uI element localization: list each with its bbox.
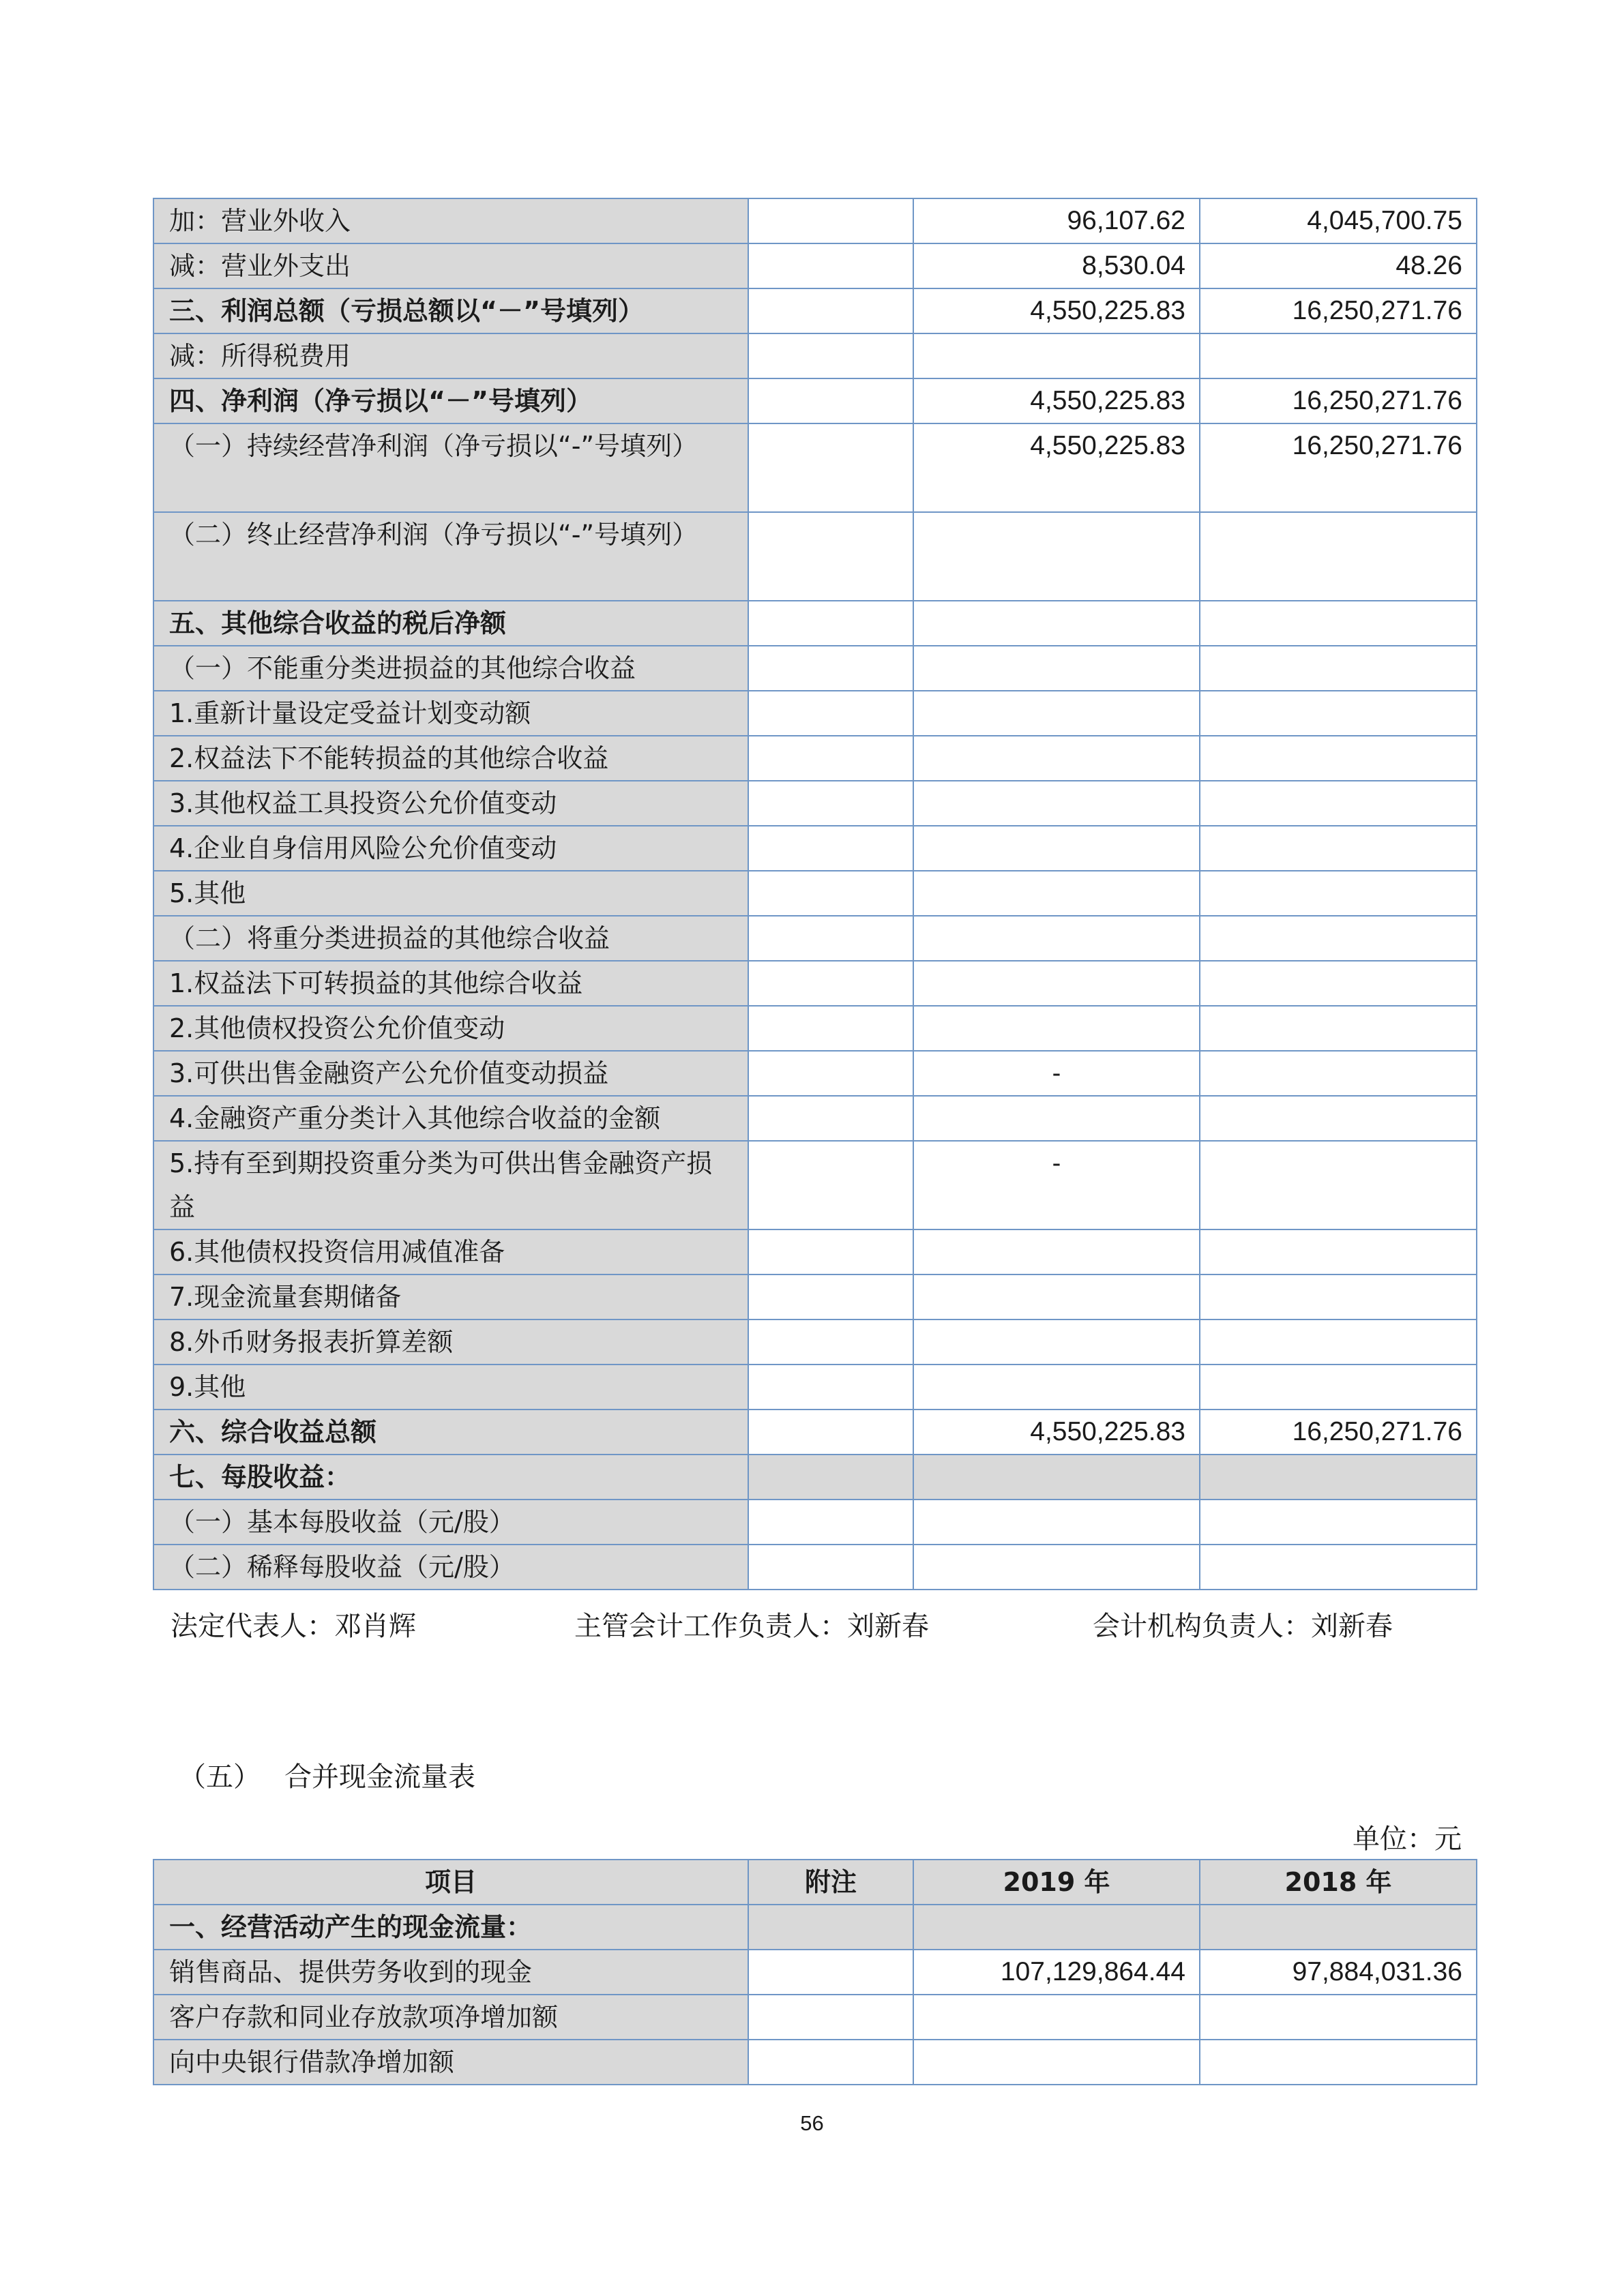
- row-label: 3.其他权益工具投资公允价值变动: [153, 781, 748, 826]
- row-value-2018: [1200, 1500, 1477, 1545]
- table-row: [153, 1320, 1477, 1365]
- row-label: （二）终止经营净利润（净亏损以“-”号填列）: [153, 512, 748, 601]
- row-note: [748, 1096, 913, 1141]
- row-label: 1.权益法下可转损益的其他综合收益: [153, 961, 748, 1006]
- table-row: [153, 826, 1477, 871]
- row-note: [748, 1410, 913, 1455]
- row-value-2019: -: [913, 1141, 1200, 1229]
- table-row: [153, 243, 1477, 288]
- row-label: 4.企业自身信用风险公允价值变动: [153, 826, 748, 871]
- row-note: [748, 601, 913, 646]
- row-value-2019: [913, 1006, 1200, 1051]
- row-note: [748, 378, 913, 423]
- table-row: [153, 1365, 1477, 1410]
- section-number: （五）: [179, 1761, 261, 1793]
- row-value-2018: [1200, 1229, 1477, 1274]
- row-value-2018: 48.26: [1200, 243, 1477, 288]
- row-note: [748, 512, 913, 601]
- row-note: [748, 1365, 913, 1410]
- row-value-2019: [913, 1995, 1200, 2040]
- row-value-2019: [913, 1096, 1200, 1141]
- row-note: [748, 1006, 913, 1051]
- row-label: 3.可供出售金融资产公允价值变动损益: [153, 1051, 748, 1096]
- row-note: [748, 1051, 913, 1096]
- table-row: [153, 1051, 1477, 1096]
- row-note: [748, 1320, 913, 1365]
- row-value-2018: 4,045,700.75: [1200, 198, 1477, 243]
- accounting-head: 主管会计工作负责人：刘新春: [574, 1611, 929, 1642]
- table-row: [153, 288, 1477, 333]
- row-value-2018: [1200, 1455, 1477, 1500]
- header-item: 项目: [153, 1860, 748, 1905]
- table-row: [153, 961, 1477, 1006]
- row-label: 2.权益法下不能转损益的其他综合收益: [153, 736, 748, 781]
- row-value-2018: [1200, 333, 1477, 378]
- table-row: [153, 423, 1477, 512]
- row-label: （一）不能重分类进损益的其他综合收益: [153, 646, 748, 691]
- row-value-2019: [913, 826, 1200, 871]
- row-label: 三、利润总额（亏损总额以“－”号填列）: [153, 288, 748, 333]
- row-value-2019: [913, 2040, 1200, 2085]
- table-row: [153, 1905, 1477, 1950]
- row-value-2018: [1200, 646, 1477, 691]
- row-label: 4.金融资产重分类计入其他综合收益的金额: [153, 1096, 748, 1141]
- row-value-2018: [1200, 691, 1477, 736]
- section-title: 合并现金流量表: [284, 1761, 475, 1793]
- row-note: [748, 1455, 913, 1500]
- row-note: [748, 961, 913, 1006]
- row-label: 2.其他债权投资公允价值变动: [153, 1006, 748, 1051]
- row-value-2019: [913, 916, 1200, 961]
- row-note: [748, 826, 913, 871]
- row-value-2019: [913, 646, 1200, 691]
- row-label: 减：所得税费用: [153, 333, 748, 378]
- row-value-2018: [1200, 2040, 1477, 2085]
- row-note: [748, 1141, 913, 1229]
- row-note: [748, 691, 913, 736]
- row-value-2019: [913, 736, 1200, 781]
- row-value-2019: [913, 1545, 1200, 1590]
- table-row: [153, 1229, 1477, 1274]
- row-value-2019: [913, 1274, 1200, 1320]
- row-value-2019: [913, 691, 1200, 736]
- row-value-2018: [1200, 781, 1477, 826]
- row-label: 六、综合收益总额: [153, 1410, 748, 1455]
- cash-flow-table: [153, 1859, 1477, 2085]
- table-header-row: [153, 1860, 1477, 1905]
- row-note: [748, 1950, 913, 1995]
- table-row: [153, 916, 1477, 961]
- table-row: [153, 1006, 1477, 1051]
- table-row: [153, 601, 1477, 646]
- header-note: 附注: [748, 1860, 913, 1905]
- row-label: 1.重新计量设定受益计划变动额: [153, 691, 748, 736]
- row-label: 销售商品、提供劳务收到的现金: [153, 1950, 748, 1995]
- row-value-2019: -: [913, 1051, 1200, 1096]
- table-row: [153, 1545, 1477, 1590]
- unit-label: 单位：元: [1353, 1823, 1462, 1855]
- table-row: [153, 378, 1477, 423]
- row-value-2019: [913, 1229, 1200, 1274]
- row-label: 9.其他: [153, 1365, 748, 1410]
- row-value-2018: [1200, 1320, 1477, 1365]
- header-2018: 2018 年: [1200, 1860, 1477, 1905]
- row-value-2019: [913, 1365, 1200, 1410]
- row-value-2018: [1200, 1905, 1477, 1950]
- row-note: [748, 916, 913, 961]
- table-row: [153, 1950, 1477, 1995]
- table-row: [153, 1274, 1477, 1320]
- row-label: 一、经营活动产生的现金流量：: [153, 1905, 748, 1950]
- table-row: [153, 736, 1477, 781]
- table-row: [153, 512, 1477, 601]
- row-note: [748, 1995, 913, 2040]
- row-note: [748, 198, 913, 243]
- row-note: [748, 423, 913, 512]
- row-value-2018: [1200, 1365, 1477, 1410]
- table-row: [153, 333, 1477, 378]
- row-value-2019: 4,550,225.83: [913, 378, 1200, 423]
- row-value-2019: [913, 1905, 1200, 1950]
- table-row: [153, 1410, 1477, 1455]
- row-value-2018: 16,250,271.76: [1200, 288, 1477, 333]
- row-note: [748, 646, 913, 691]
- row-label: 加：营业外收入: [153, 198, 748, 243]
- row-value-2018: 97,884,031.36: [1200, 1950, 1477, 1995]
- table-row: [153, 1096, 1477, 1141]
- row-note: [748, 1229, 913, 1274]
- header-2019: 2019 年: [913, 1860, 1200, 1905]
- row-value-2019: [913, 333, 1200, 378]
- income-statement-table: [153, 198, 1477, 1590]
- row-note: [748, 1905, 913, 1950]
- row-value-2019: 107,129,864.44: [913, 1950, 1200, 1995]
- row-label: 减：营业外支出: [153, 243, 748, 288]
- row-value-2019: [913, 512, 1200, 601]
- page-number: 56: [800, 2111, 824, 2135]
- table-row: [153, 871, 1477, 916]
- table-row: [153, 691, 1477, 736]
- row-note: [748, 288, 913, 333]
- row-label: 5.持有至到期投资重分类为可供出售金融资产损益: [153, 1141, 748, 1229]
- row-label: （一）基本每股收益（元/股）: [153, 1500, 748, 1545]
- row-note: [748, 333, 913, 378]
- income-statement-body: [153, 198, 1477, 1590]
- row-value-2019: [913, 1500, 1200, 1545]
- row-value-2018: [1200, 826, 1477, 871]
- row-value-2018: [1200, 1096, 1477, 1141]
- row-label: 6.其他债权投资信用减值准备: [153, 1229, 748, 1274]
- row-note: [748, 1274, 913, 1320]
- row-value-2018: [1200, 512, 1477, 601]
- row-value-2019: [913, 601, 1200, 646]
- row-value-2018: 16,250,271.76: [1200, 378, 1477, 423]
- row-label: 7.现金流量套期储备: [153, 1274, 748, 1320]
- cash-flow-body: [153, 1905, 1477, 2085]
- section-heading: [179, 1757, 475, 1798]
- row-label: 客户存款和同业存放款项净增加额: [153, 1995, 748, 2040]
- row-note: [748, 736, 913, 781]
- table-row: [153, 1141, 1477, 1229]
- row-value-2019: [913, 1455, 1200, 1500]
- row-label: 8.外币财务报表折算差额: [153, 1320, 748, 1365]
- row-note: [748, 1500, 913, 1545]
- row-note: [748, 871, 913, 916]
- row-note: [748, 2040, 913, 2085]
- row-value-2018: [1200, 1006, 1477, 1051]
- row-value-2018: [1200, 1545, 1477, 1590]
- row-note: [748, 243, 913, 288]
- row-value-2019: 4,550,225.83: [913, 288, 1200, 333]
- row-value-2018: [1200, 1274, 1477, 1320]
- table-row: [153, 198, 1477, 243]
- table-row: [153, 2040, 1477, 2085]
- table-row: [153, 1995, 1477, 2040]
- row-value-2018: [1200, 1995, 1477, 2040]
- row-label: 四、净利润（净亏损以“－”号填列）: [153, 378, 748, 423]
- row-value-2018: [1200, 601, 1477, 646]
- row-label: （二）稀释每股收益（元/股）: [153, 1545, 748, 1590]
- row-value-2019: 4,550,225.83: [913, 423, 1200, 512]
- row-label: 五、其他综合收益的税后净额: [153, 601, 748, 646]
- row-value-2019: [913, 961, 1200, 1006]
- table-row: [153, 1500, 1477, 1545]
- row-label: 5.其他: [153, 871, 748, 916]
- row-note: [748, 781, 913, 826]
- row-value-2019: 4,550,225.83: [913, 1410, 1200, 1455]
- legal-representative: 法定代表人：邓肖辉: [171, 1611, 416, 1642]
- row-value-2018: 16,250,271.76: [1200, 1410, 1477, 1455]
- row-value-2019: [913, 781, 1200, 826]
- row-label: （二）将重分类进损益的其他综合收益: [153, 916, 748, 961]
- accounting-org-head: 会计机构负责人：刘新春: [1093, 1611, 1393, 1642]
- table-row: [153, 1455, 1477, 1500]
- row-value-2019: [913, 1320, 1200, 1365]
- row-label: 向中央银行借款净增加额: [153, 2040, 748, 2085]
- row-value-2019: [913, 871, 1200, 916]
- row-value-2018: 16,250,271.76: [1200, 423, 1477, 512]
- table-row: [153, 646, 1477, 691]
- row-value-2018: [1200, 871, 1477, 916]
- row-label: 七、每股收益：: [153, 1455, 748, 1500]
- row-note: [748, 1545, 913, 1590]
- row-value-2018: [1200, 1141, 1477, 1229]
- row-value-2019: 8,530.04: [913, 243, 1200, 288]
- row-value-2019: 96,107.62: [913, 198, 1200, 243]
- table-row: [153, 781, 1477, 826]
- row-label: （一）持续经营净利润（净亏损以“-”号填列）: [153, 423, 748, 512]
- row-value-2018: [1200, 1051, 1477, 1096]
- row-value-2018: [1200, 961, 1477, 1006]
- row-value-2018: [1200, 916, 1477, 961]
- row-value-2018: [1200, 736, 1477, 781]
